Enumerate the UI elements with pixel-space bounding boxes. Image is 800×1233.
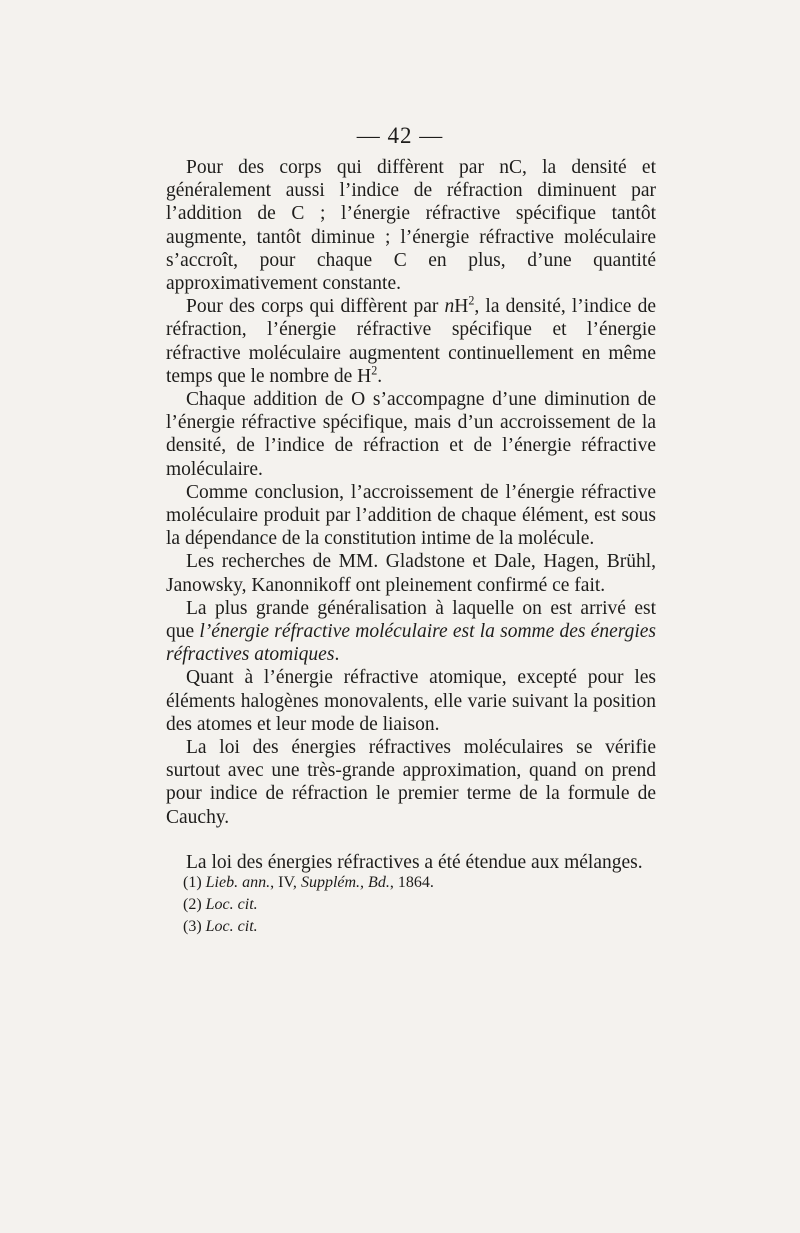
paragraph-2-start: Pour des corps qui diffèrent par: [186, 296, 445, 318]
paragraph-6-start: La plus grande généralisation à laquelle on est arrivé est que: [166, 597, 656, 643]
paragraph-3: Chaque addition de O s’accompagne d’une diminution de l’énergie réfractive spécifique, mais d’un accroissement de la densité, de l’indice de réfraction et de l’énergie réfractive moléculaire.: [166, 389, 656, 480]
paragraph-2-end: .: [377, 365, 383, 387]
footnote-source: Loc. cit.: [205, 896, 258, 913]
paragraph-2: [166, 295, 656, 388]
footnotes: [183, 872, 583, 938]
paragraph-4: Comme conclusion, l’accroissement de l’énergie réfractive moléculaire produit par l’addition de chaque élément, est sous la dépendance de la constitution intime de la molécule.: [166, 481, 656, 550]
paragraph-6: [166, 597, 656, 667]
footnote-text: , IV,: [270, 874, 301, 891]
footnote-2: [183, 894, 583, 916]
paragraph-2-exponent: 2: [371, 363, 378, 378]
paragraph-1: Pour des corps qui diffèrent par nC, la densité et généralement aussi l’indice de réfraction diminuent par l’addition de C ; l’énergie réfractive spécifique tantôt augmente, tantôt diminue ; l’énergie réfractive moléculaire s’accroît, pour chaque C en plus, d’une quantité approximativement constante.: [166, 157, 656, 295]
footnote-1: [183, 872, 583, 894]
body-text: [166, 156, 656, 874]
paragraph-7: Quant à l’énergie réfractive atomique, excepté pour les éléments halogènes monovalents, elle varie suivant la position des atomes et leur mode de liaison.: [166, 667, 656, 735]
footnote-source-2: Supplém., Bd.: [300, 874, 390, 891]
paragraph-6-end: .: [334, 644, 340, 666]
footnote-text-end: , 1864.: [389, 874, 434, 891]
hydrogen-exponent: 2: [468, 293, 475, 308]
paragraph-6-emphasis: l’énergie réfractive moléculaire est la somme des énergies réfractives atomiques: [166, 621, 657, 666]
variable-n: n: [444, 296, 455, 318]
paragraph-8: La loi des énergies réfractives moléculaires se vérifie surtout avec une très-grande approximation, quand on prend pour indice de réfraction le premier terme de la formule de Cauchy.: [166, 737, 656, 828]
paragraph-9: La loi des énergies réfractives a été étendue aux mélanges.: [186, 851, 643, 873]
paragraph-2-middle: , la densité, l’indice de réfraction, l’énergie réfractive spécifique et l’énergie réfractive moléculaire augmentent continuellement en même temps que le nombre de H: [166, 296, 656, 387]
page-number: — 42 —: [356, 123, 444, 148]
footnote-source: Loc. cit.: [205, 918, 258, 935]
footnote-marker: (1): [183, 874, 202, 891]
footnote-3: [183, 916, 583, 938]
paragraph-5: Les recherches de MM. Gladstone et Dale, Hagen, Brühl, Janowsky, Kanonnikoff ont pleinement confirmé ce fait.: [166, 551, 656, 596]
footnote-marker: (2): [183, 896, 202, 913]
hydrogen-symbol: H: [454, 296, 469, 318]
footnote-marker: (3): [183, 918, 202, 935]
footnote-source: Lieb. ann.: [205, 874, 271, 891]
